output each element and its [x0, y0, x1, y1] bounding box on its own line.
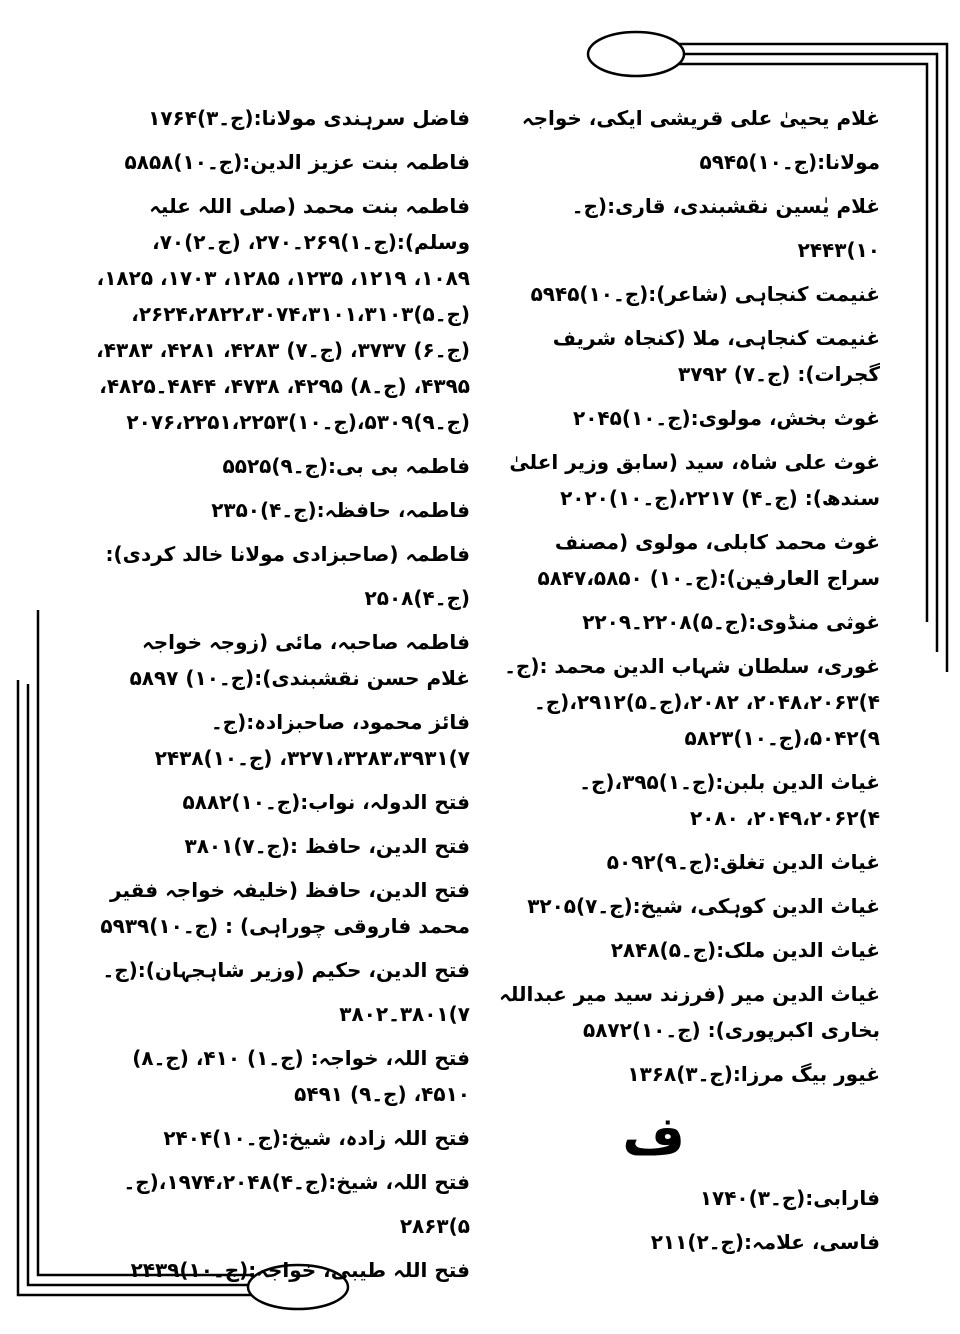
index-column-right [498, 96, 880, 1264]
index-entry: فاسی، علامہ:(ج۔۲)۲۱۱ [650, 1230, 880, 1254]
index-entry: فتح اللہ، خواجہ: (ج۔۱) ۴۱۰، (ج۔۸) ۴۵۱۰، (ج۔۹) ۵۴۹۱ [132, 1046, 470, 1106]
index-entry: غلام یحییٰ علی قریشی ایکی، خواجہ مولانا:(ج۔۱۰)۵۹۴۵ [521, 106, 880, 174]
index-entry: فتح اللہ طیبی، خواجہ:(ج۔۱۰)۲۴۳۹ [130, 1258, 470, 1282]
index-entry: غیاث الدین تغلق:(ج۔۹)۵۰۹۲ [606, 850, 880, 874]
index-entry: غیاث الدین بلبن:(ج۔۱)۳۹۵،(ج۔۴)۲۰۴۹،۲۰۶۲، ۲۰۸۰ [579, 770, 880, 830]
index-entry: غنیمت کنجاہی (شاعر):(ج۔۱۰)۵۹۴۵ [530, 282, 880, 306]
index-entry: غلام یٰسین نقشبندی، قاری:(ج۔۱۰)۲۴۴۳ [571, 194, 880, 262]
section-letter-heading: ف [622, 1104, 685, 1167]
index-entry: غوثی منڈوی:(ج۔۵)۲۲۰۸۔۲۲۰۹ [582, 610, 880, 634]
index-entry: فتح اللہ زادہ، شیخ:(ج۔۱۰)۲۴۰۴ [163, 1126, 470, 1150]
index-entry: غیاث الدین کوہکی، شیخ:(ج۔۷)۳۲۰۵ [527, 894, 880, 918]
index-entry: غوث محمد کابلی، مولوی (مصنف سراج العارفین):(ج۔۱۰) ۵۸۴۷،۵۸۵۰ [537, 530, 880, 590]
index-entry: غنیمت کنجاہی، ملا (کنجاہ شریف گجرات): (ج۔۷) ۳۷۹۲ [552, 326, 880, 386]
index-entry: فتح اللہ، شیخ:(ج۔۴)۱۹۷۴،۲۰۴۸،(ج۔۵)۲۸۶۳ [123, 1170, 470, 1238]
index-entry: فتح الدین، حافظ :(ج۔۷)۳۸۰۱ [184, 834, 470, 858]
index-entry: فاضل سرہندی مولانا:(ج۔۳)۱۷۶۴ [148, 106, 470, 130]
index-entry: فاطمہ بی بی:(ج۔۹)۵۵۲۵ [222, 454, 470, 478]
index-entry: فتح الدولہ، نواب:(ج۔۱۰)۵۸۸۲ [182, 790, 470, 814]
index-entry: غیاث الدین میر (فرزند سید میر عبداللہ بخاری اکبرپوری): (ج۔۱۰)۵۸۷۲ [499, 982, 880, 1042]
index-entry: غوث علی شاہ، سید (سابق وزیر اعلیٰ سندھ): (ج۔۴) ۲۲۱۷،(ج۔۱۰)۲۰۲۰ [509, 450, 880, 510]
index-entry: فارابی:(ج۔۳)۱۷۴۰ [699, 1186, 880, 1210]
index-entry: فائز محمود، صاحبزادہ:(ج۔۷)۳۲۷۱،۳۲۸۳،۳۹۳۱، (ج۔۱۰)۲۴۳۸ [154, 710, 470, 770]
index-entry: غیاث الدین ملک:(ج۔۵)۲۸۴۸ [610, 938, 880, 962]
index-entry: فاطمہ بنت عزیز الدین:(ج۔۱۰)۵۸۵۸ [124, 150, 470, 174]
index-entry: فتح الدین، حکیم (وزیر شاہجہان):(ج۔۷)۳۸۰۱۔۳۸۰۲ [102, 958, 470, 1026]
index-entry: غوری، سلطان شہاب الدین محمد :(ج۔۴)۲۰۴۸،۲۰۶۳، ۲۰۸۲،(ج۔۵)۲۹۱۲،(ج۔۹)۵۰۴۲،(ج۔۱۰)۵۸۲۳ [504, 654, 880, 750]
index-entry: فاطمہ بنت محمد (صلی اللہ علیہ وسلم):(ج۔۱)۲۶۹۔۲۷۰، (ج۔۲)۷۰، ۱۰۸۹، ۱۲۱۹، ۱۲۳۵، ۱۲۸۵، ۱۷۰۳، ۱۸۲۵،(ج۔۵)۲۶۲۴،۲۸۲۲،۳۰۷۴،۳۱۰۱،۳۱۰۳، (ج۔۶) ۳۷۳۷، (ج۔۷) ۴۲۸۳، ۴۲۸۱، ۴۳۸۳، ۴۳۹۵، (ج۔۸) ۴۲۹۵، ۴۷۳۸، ۴۸۴۴۔۴۸۲۵، (ج۔۹)۵۳۰۹،(ج۔۱۰)۲۰۷۶،۲۲۵۱،۲۲۵۳ [96, 194, 470, 434]
index-entry: فتح الدین، حافظ (خلیفہ خواجہ فقیر محمد فاروقی چوراہی) : (ج۔۱۰)۵۹۳۹ [100, 878, 470, 938]
index-entry: فاطمہ صاحبہ، مائی (زوجہ خواجہ غلام حسن نقشبندی):(ج۔۱۰) ۵۸۹۷ [129, 630, 470, 690]
index-entry: غیور بیگ مرزا:(ج۔۳)۱۳۶۸ [627, 1062, 880, 1086]
index-entry: غوث بخش، مولوی:(ج۔۱۰)۲۰۴۵ [573, 406, 880, 430]
index-entry: فاطمہ (صاحبزادی مولانا خالد کردی):(ج۔۴)۲۵۰۸ [105, 542, 470, 610]
index-column-left [92, 96, 470, 1292]
index-entry: فاطمہ، حافظہ:(ج۔۴)۲۳۵۰ [211, 498, 470, 522]
